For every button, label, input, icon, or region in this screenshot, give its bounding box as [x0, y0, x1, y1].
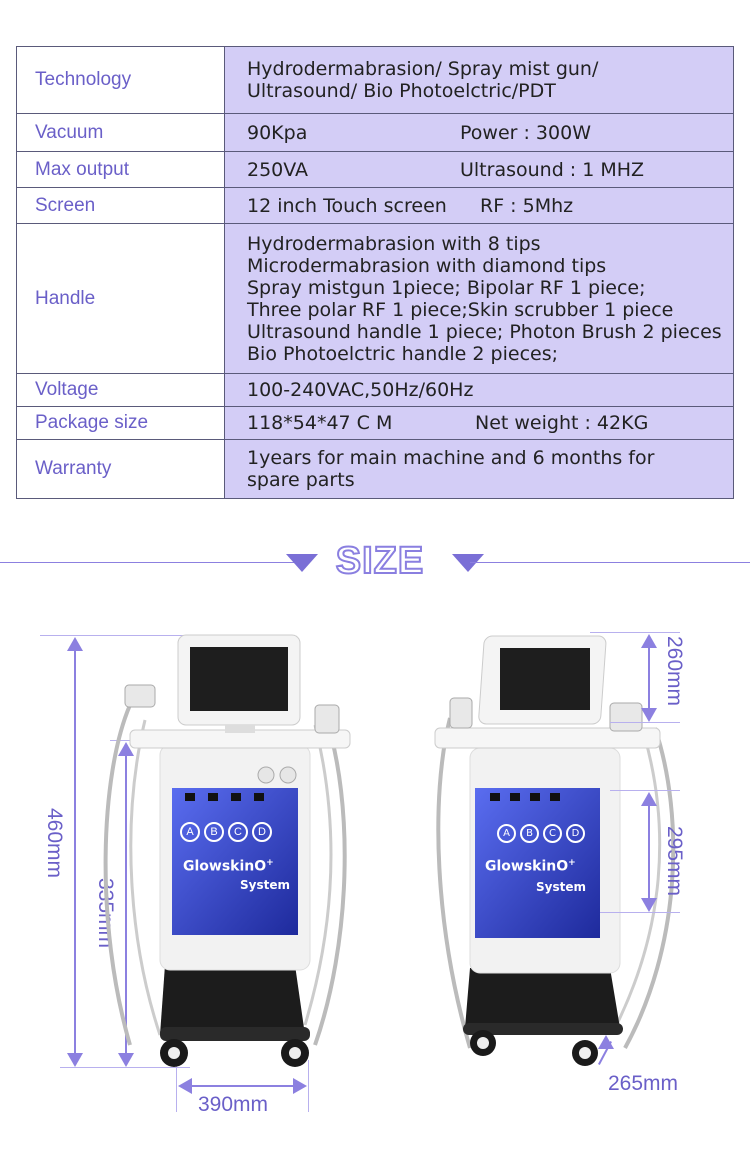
- spec-label: Handle: [17, 224, 225, 374]
- width-label: 390mm: [198, 1093, 269, 1116]
- spec-label: Voltage: [17, 374, 225, 407]
- spec-extra: Power : 300W: [460, 121, 591, 144]
- arrow-down-icon: [67, 1053, 83, 1067]
- spec-line: Bio Photoelctric handle 2 pieces;: [247, 342, 559, 365]
- spec-row-technology: [17, 47, 734, 114]
- size-title: SIZE: [335, 540, 425, 582]
- side-panel-height-label: 295mm: [663, 826, 686, 897]
- body-height-label: 335mm: [94, 878, 117, 949]
- machine-side-view: [425, 628, 695, 1073]
- spec-value: [225, 407, 734, 440]
- arrow-down-icon: [641, 708, 657, 722]
- spec-value: [225, 188, 734, 224]
- button-d-icon: D: [252, 822, 272, 842]
- spec-line: 250VA: [247, 158, 309, 181]
- spec-row-voltage: [17, 374, 734, 407]
- machine-buttons-front: [180, 822, 272, 842]
- button-b-icon: B: [520, 824, 539, 843]
- total-height-label: 460mm: [43, 808, 66, 879]
- spec-row-warranty: [17, 440, 734, 499]
- spec-label: Technology: [17, 47, 225, 114]
- spec-row-handle: [17, 224, 734, 374]
- machine-front-view: [90, 625, 360, 1070]
- spec-extra: Ultrasound : 1 MHZ: [460, 158, 645, 181]
- spec-label: Package size: [17, 407, 225, 440]
- dimension-arrow: [648, 805, 650, 900]
- spec-value: [225, 374, 734, 407]
- dimension-arrow: [190, 1085, 295, 1087]
- spec-line: 90Kpa: [247, 121, 308, 144]
- screen-height-label: 260mm: [663, 636, 686, 707]
- arrow-up-icon: [67, 637, 83, 651]
- divider-line: [470, 562, 750, 563]
- button-c-icon: C: [543, 824, 562, 843]
- guide-line: [610, 722, 680, 723]
- spec-line: Hydrodermabrasion/ Spray mist gun/: [247, 58, 599, 80]
- brand-name: GlowskinO: [485, 858, 569, 875]
- guide-line: [590, 632, 680, 633]
- arrow-up-icon: [598, 1035, 614, 1049]
- spec-table: [16, 46, 734, 499]
- triangle-down-icon: [286, 554, 318, 572]
- spec-extra: RF : 5Mhz: [480, 194, 574, 217]
- triangle-down-icon: [452, 554, 484, 572]
- spec-value: [225, 440, 734, 499]
- spec-value: [225, 224, 734, 374]
- spec-line: Hydrodermabrasion with 8 tips: [247, 232, 541, 255]
- spec-line: 100-240VAC,50Hz/60Hz: [247, 379, 474, 401]
- spec-line: Ultrasound/ Bio Photoelctric/PDT: [247, 80, 556, 102]
- spec-row-package-size: [17, 407, 734, 440]
- arrow-up-icon: [641, 792, 657, 806]
- spec-row-screen: [17, 188, 734, 224]
- brand-system: System: [536, 880, 586, 894]
- spec-row-vacuum: [17, 114, 734, 152]
- spec-value: [225, 152, 734, 188]
- brand-sup: +: [568, 858, 576, 868]
- button-b-icon: B: [204, 822, 224, 842]
- spec-row-max-output: [17, 152, 734, 188]
- spec-label: Vacuum: [17, 114, 225, 152]
- spec-value: [225, 47, 734, 114]
- dimension-arrow: [648, 646, 650, 710]
- guide-line: [600, 912, 680, 913]
- brand-sup: +: [266, 858, 274, 868]
- spec-line: Ultrasound handle 1 piece; Photon Brush 2 pieces: [247, 320, 722, 343]
- spec-extra: Net weight : 42KG: [475, 412, 649, 434]
- spec-line: Spray mistgun 1piece; Bipolar RF 1 piece;: [247, 276, 646, 299]
- spec-line: 1years for main machine and 6 months for: [247, 447, 655, 469]
- arrow-down-icon: [641, 898, 657, 912]
- brand-name: GlowskinO: [183, 858, 267, 875]
- spec-value: [225, 114, 734, 152]
- spec-line: Microdermabrasion with diamond tips: [247, 254, 607, 277]
- spec-label: Warranty: [17, 440, 225, 499]
- brand-system: System: [240, 878, 290, 892]
- brand-logo: [183, 858, 274, 875]
- spec-line: 118*54*47 C M: [247, 412, 393, 434]
- button-a-icon: A: [497, 824, 516, 843]
- size-banner: [0, 540, 750, 586]
- brand-logo: [485, 858, 576, 875]
- arrow-right-icon: [293, 1078, 307, 1094]
- button-c-icon: C: [228, 822, 248, 842]
- depth-label: 265mm: [608, 1072, 679, 1095]
- spec-label: Screen: [17, 188, 225, 224]
- button-d-icon: D: [566, 824, 585, 843]
- button-a-icon: A: [180, 822, 200, 842]
- spec-line: Three polar RF 1 piece;Skin scrubber 1 piece: [247, 298, 674, 321]
- spec-label: Max output: [17, 152, 225, 188]
- spec-line: 12 inch Touch screen: [247, 194, 447, 217]
- guide-line: [610, 790, 680, 791]
- machine-buttons-side: [497, 824, 585, 843]
- dimension-arrow: [74, 650, 76, 1055]
- spec-line: spare parts: [247, 469, 355, 491]
- divider-line: [0, 562, 300, 563]
